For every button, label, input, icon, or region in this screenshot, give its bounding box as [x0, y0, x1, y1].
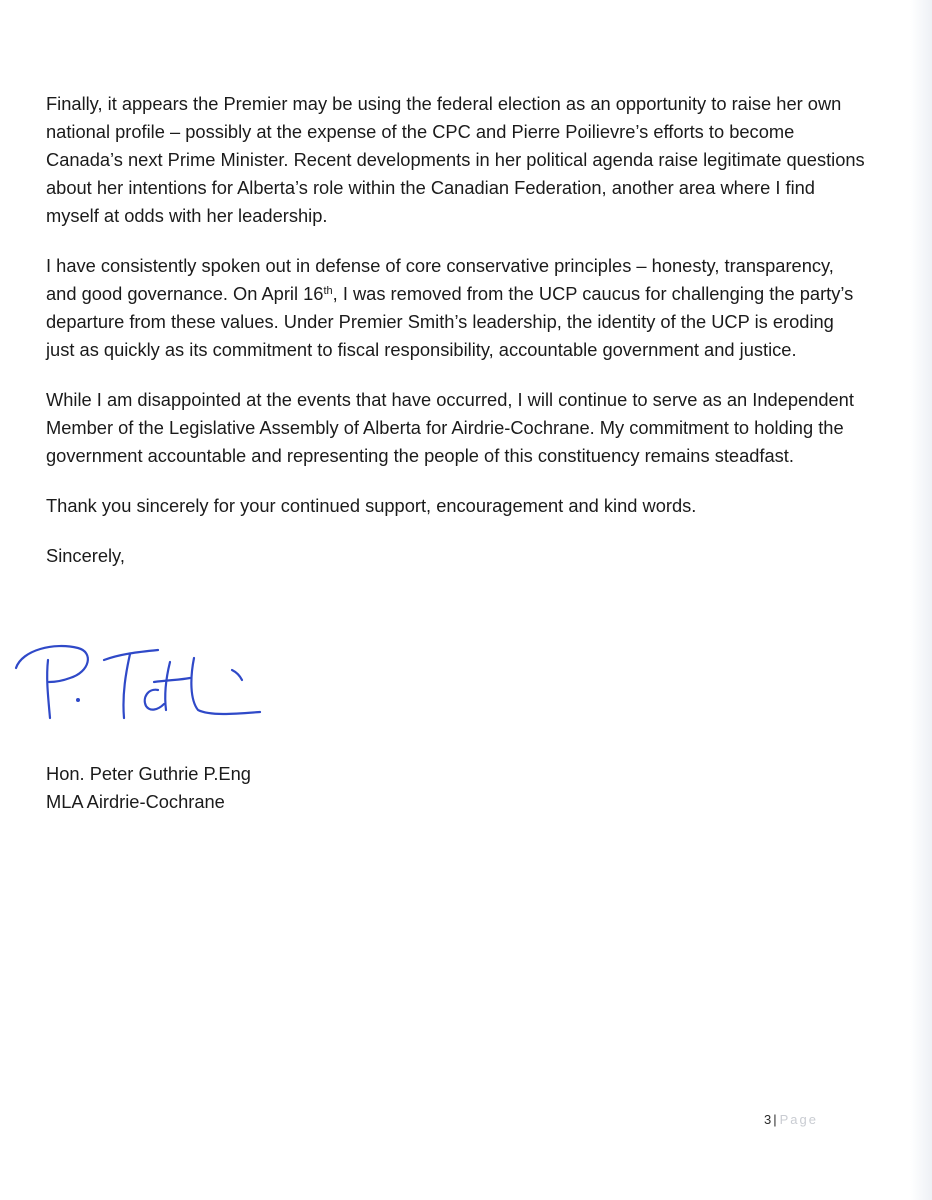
paragraph-thank-you: Thank you sincerely for your continued support, encouragement and kind words.	[46, 495, 697, 516]
signature-block	[46, 760, 251, 816]
scan-shadow-edge	[910, 0, 932, 1200]
paragraph-text-after: , I was removed from the UCP caucus for challenging the party’s departure from these values. Under Premier Smith’s leadership, the identity of the UCP is eroding just as quickly as its commitment to fiscal responsibility, accountable government and justice.	[46, 283, 854, 360]
page-label: Page	[779, 1112, 818, 1127]
page-separator: |	[773, 1112, 777, 1127]
page-number: 3	[764, 1112, 772, 1127]
handwritten-signature-icon	[8, 638, 268, 728]
signer-name: Hon. Peter Guthrie P.Eng	[46, 763, 251, 784]
paragraph-independent-member: While I am disappointed at the events that have occurred, I will continue to serve as an Independent Member of the Legislative Assembly of Alberta for Airdrie-Cochrane. My commitment to holding the government accountable and representing the people of this constituency remains steadfast.	[46, 389, 854, 466]
paragraph-conservative-principles	[46, 252, 866, 364]
signer-title: MLA Airdrie-Cochrane	[46, 791, 225, 812]
letter-body	[46, 90, 866, 592]
closing-salutation: Sincerely,	[46, 545, 125, 566]
page-footer	[764, 1112, 818, 1127]
paragraph-text-before: I have consistently spoken out in defense of core conservative principles – honesty, transparency, and good governance. On April 16	[46, 255, 834, 304]
date-superscript: th	[323, 285, 333, 297]
paragraph-federal-election: Finally, it appears the Premier may be using the federal election as an opportunity to raise her own national profile – possibly at the expense of the CPC and Pierre Poilievre’s efforts to become Canada’s next Prime Minister. Recent developments in her political agenda raise legitimate questions about her intentions for Alberta’s role within the Canadian Federation, another area where I find myself at odds with her leadership.	[46, 93, 865, 226]
